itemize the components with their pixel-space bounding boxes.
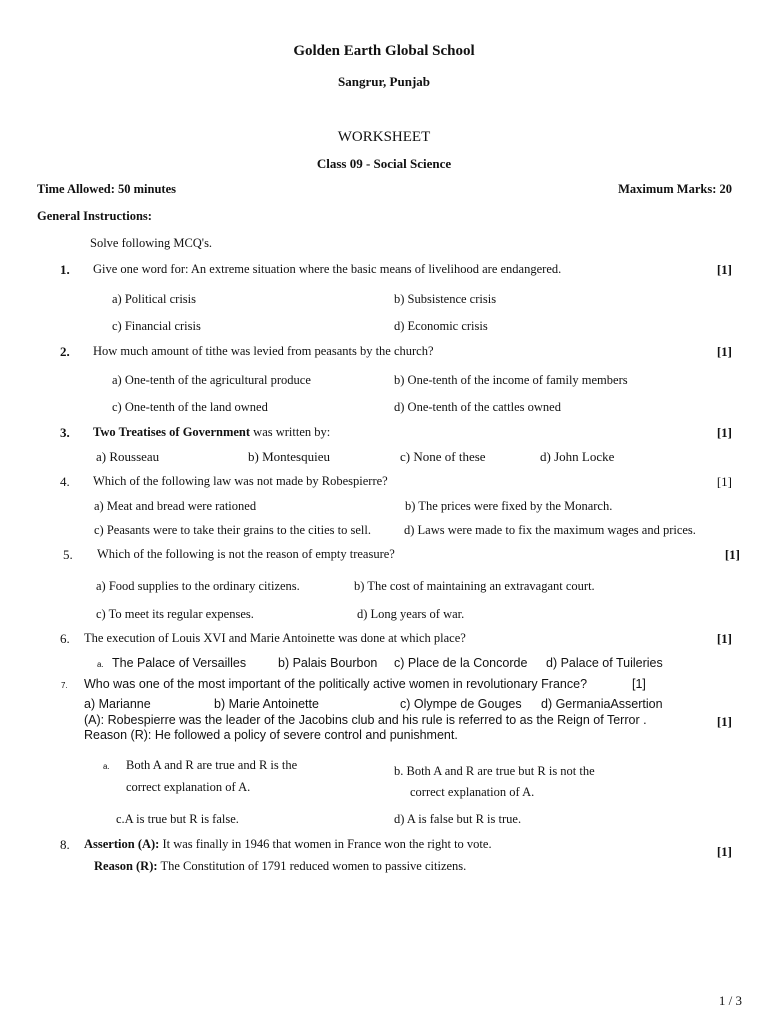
reason-line [94,859,466,874]
question-text: The execution of Louis XVI and Marie Antoinette was done at which place? [84,631,466,645]
question-number: 4. [60,474,70,489]
ar-option-d: d) A is false but R is true. [394,812,522,826]
time-allowed: Time Allowed: 50 minutes [37,182,177,196]
option-c: c) None of these [400,449,486,464]
option-a: a) Rousseau [96,449,160,464]
book-title: Two Treatises of Government [93,425,251,439]
ar-option-a-cont: correct explanation of A. [126,780,251,794]
maximum-marks: Maximum Marks: 20 [618,182,732,196]
option-a: The Palace of Versailles [112,656,247,670]
marks: [1] [716,474,732,489]
reason-text: Reason (R): He followed a policy of severe control and punishment. [84,728,458,742]
option-b: b) Palais Bourbon [278,656,378,670]
option-a: a) Food supplies to the ordinary citizens. [96,579,300,593]
question-text: Give one word for: An extreme situation where the basic means of livelihood are endangered. [93,262,562,276]
marks: [1] [716,344,732,359]
option-d: d) John Locke [540,449,615,464]
option-c: c) Olympe de Gouges [400,697,522,711]
school-name: Golden Earth Global School [293,43,475,59]
general-instructions: General Instructions: [37,209,152,223]
ar-option-a-prefix: a. [103,762,110,771]
question-text: Which of the following is not the reason of empty treasure? [97,547,395,561]
assertion-label: Assertion (A): [84,837,160,851]
assertion-text: (A): Robespierre was the leader of the Jacobins club and his rule is referred to as the Reign of Terror . [84,713,647,727]
question-text: Who was one of the most important of the politically active women in revolutionary France? [84,677,588,691]
marks: [1] [724,547,740,562]
page-number: 1 / 3 [718,993,742,1008]
option-b: b) One-tenth of the income of family members [394,373,628,387]
assertion-line [84,837,492,852]
option-c: c) Financial crisis [112,319,201,333]
option-d: d) Palace of Tuileries [546,656,663,670]
option-b: b) Subsistence crisis [394,292,497,306]
option-d: d) Economic crisis [394,319,488,333]
school-location: Sangrur, Punjab [338,74,430,89]
question-number: 3. [60,425,70,440]
question-text: Which of the following law was not made by Robespierre? [93,474,388,488]
ar-option-b: b. Both A and R are true but R is not the [394,764,595,778]
question-number: 7. [61,681,68,690]
question-number: 1. [60,262,70,277]
marks: [1] [716,425,732,440]
question-text: How much amount of tithe was levied from peasants by the church? [93,344,434,358]
question-number: 6. [60,631,70,646]
question-number: 2. [60,344,70,359]
ar-option-c: c.A is true but R is false. [116,812,239,826]
class-subject: Class 09 - Social Science [316,156,452,171]
option-b: b) Marie Antoinette [214,697,319,711]
marks: [1] [632,677,646,691]
option-d: d) GermaniaAssertion [541,697,663,711]
option-d: d) Long years of war. [357,607,465,621]
assertion-text: It was finally in 1946 that women in France won the right to vote. [159,837,492,851]
question-text-rest: was written by: [250,425,331,439]
option-a: a) One-tenth of the agricultural produce [112,373,311,387]
option-c: c) One-tenth of the land owned [112,400,268,414]
reason-text: The Constitution of 1791 reduced women to passive citizens. [157,859,467,873]
question-number: 8. [60,837,70,852]
ar-option-b-cont: correct explanation of A. [410,785,535,799]
question-number: 5. [63,547,73,562]
ar-option-a: Both A and R are true and R is the [126,758,298,772]
option-c: c) Place de la Concorde [394,656,528,670]
option-c: c) To meet its regular expenses. [96,607,254,621]
worksheet-title: WORKSHEET [337,129,431,145]
option-c: c) Peasants were to take their grains to the cities to sell. [94,523,371,537]
option-d: d) One-tenth of the cattles owned [394,400,561,414]
question-text [93,425,330,440]
option-b: b) The cost of maintaining an extravagant court. [354,579,595,593]
marks: [1] [716,262,732,277]
option-d: d) Laws were made to fix the maximum wages and prices. [404,523,696,537]
option-a: a) Meat and bread were rationed [94,499,257,513]
reason-label: Reason (R): [94,859,158,873]
option-b: b) The prices were fixed by the Monarch. [405,499,613,513]
marks: [1] [716,844,732,859]
marks: [1] [716,631,732,646]
option-b: b) Montesquieu [248,449,330,464]
marks: [1] [716,714,732,729]
option-a: a) Political crisis [112,292,197,306]
option-a-prefix: a. [97,660,104,669]
option-a: a) Marianne [84,697,151,711]
instruction-text: Solve following MCQ's. [90,236,213,250]
